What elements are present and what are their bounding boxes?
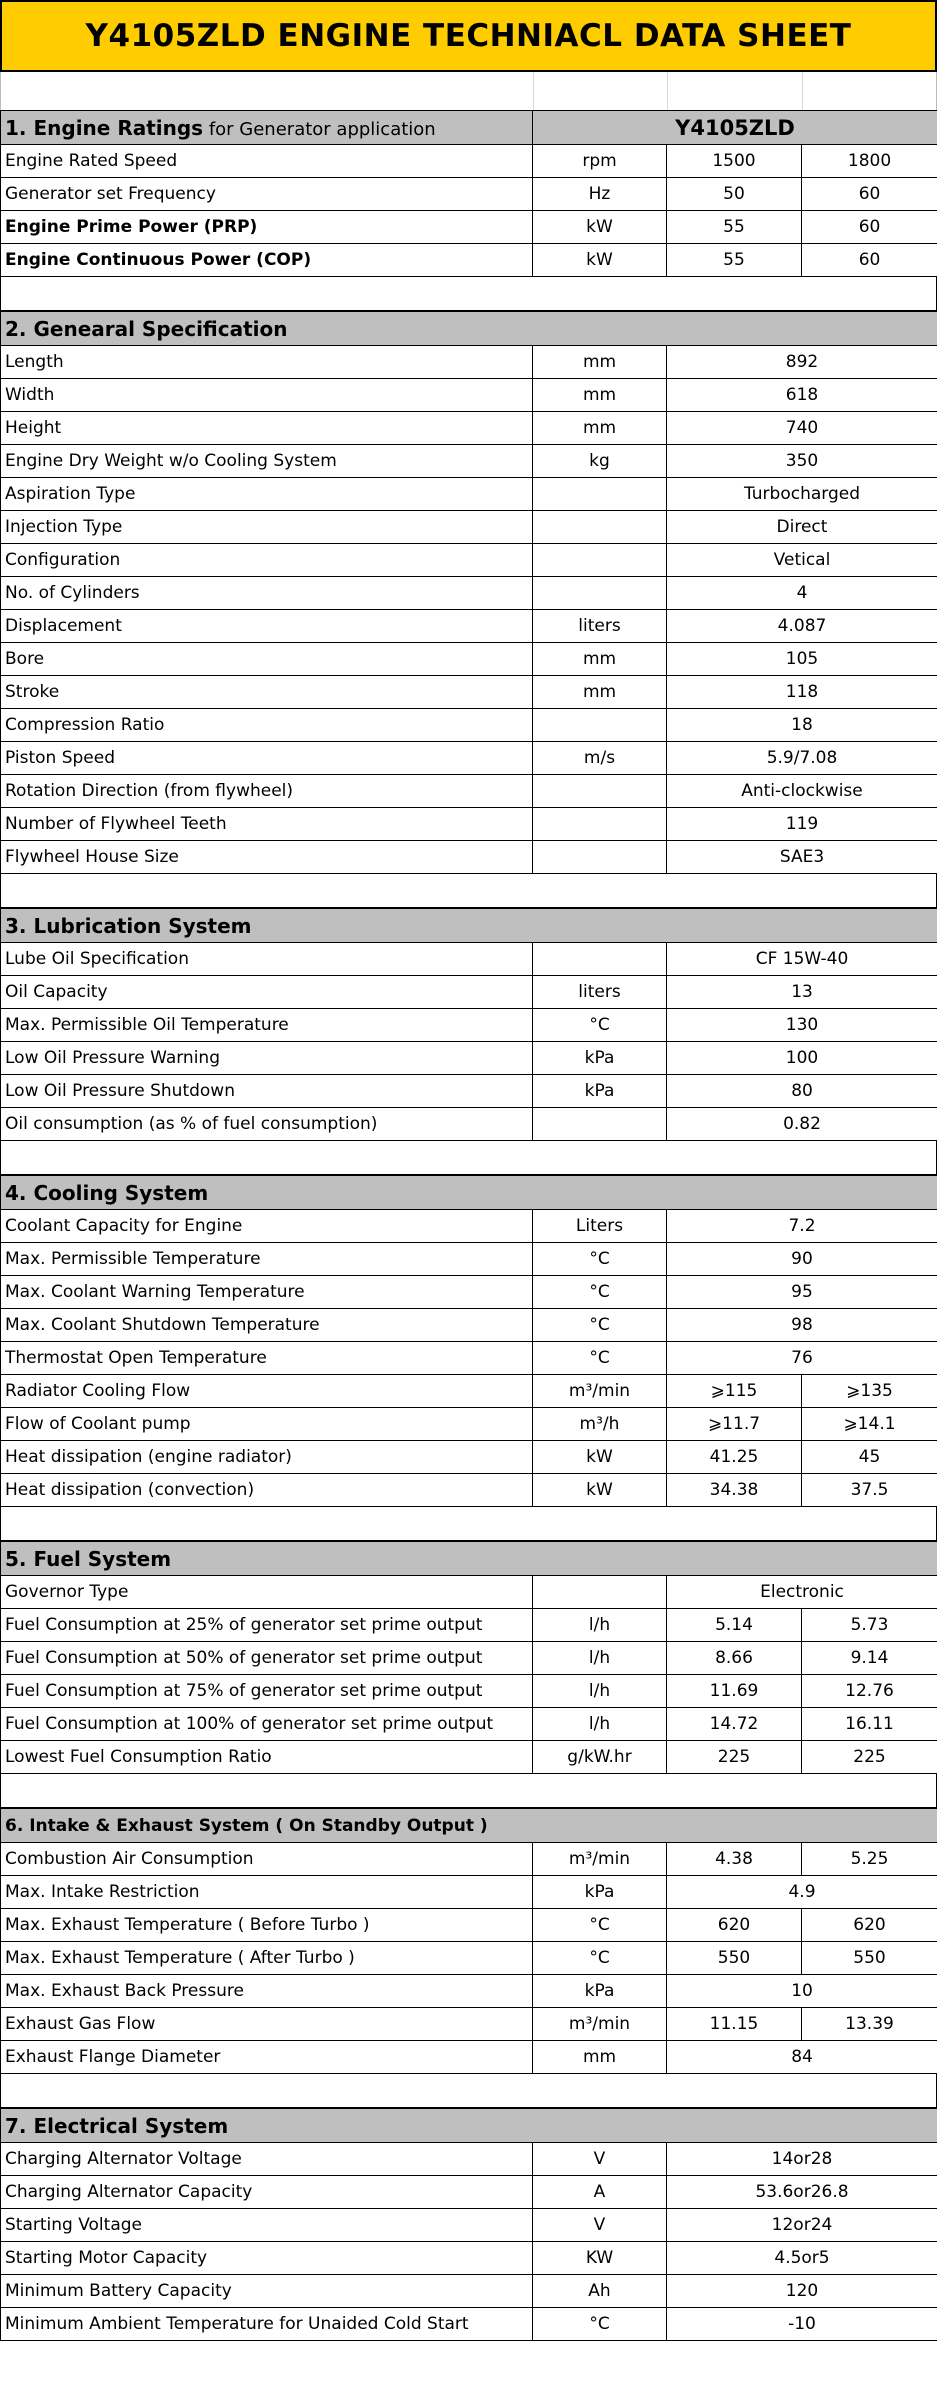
table-row: [1, 1942, 937, 1975]
table-row: [1, 808, 937, 841]
table-row: [1, 1375, 937, 1408]
section-spacer: [0, 1141, 937, 1175]
row-label: Width: [1, 379, 533, 412]
table-row: [1, 2176, 937, 2209]
row-value: 740: [667, 412, 937, 445]
section-heading: 5. Fuel System: [1, 1542, 937, 1576]
table-row: [1, 379, 937, 412]
row-value-50hz: 55: [667, 211, 802, 244]
section-heading: [1, 111, 533, 145]
table-row: [1, 2008, 937, 2041]
row-value-50hz: 550: [667, 1942, 802, 1975]
row-label: Heat dissipation (engine radiator): [1, 1441, 533, 1474]
row-label: Rotation Direction (from flywheel): [1, 775, 533, 808]
row-label: Height: [1, 412, 533, 445]
row-label: Engine Dry Weight w/o Cooling System: [1, 445, 533, 478]
row-unit: kg: [533, 445, 667, 478]
row-value: 105: [667, 643, 937, 676]
row-label: Stroke: [1, 676, 533, 709]
row-label: Configuration: [1, 544, 533, 577]
section-heading: 4. Cooling System: [1, 1176, 937, 1210]
table-row: [1, 841, 937, 874]
row-value: 4.5or5: [667, 2242, 937, 2275]
row-label: Minimum Battery Capacity: [1, 2275, 533, 2308]
section-spacer: [0, 1774, 937, 1808]
table-row: [1, 1009, 937, 1042]
row-unit: m³/min: [533, 1843, 667, 1876]
row-value-60hz: 60: [802, 211, 937, 244]
table-row: [1, 1642, 937, 1675]
table-row: [1, 577, 937, 610]
row-unit: °C: [533, 1276, 667, 1309]
row-label: Injection Type: [1, 511, 533, 544]
row-value: 13: [667, 976, 937, 1009]
table-row: [1, 2308, 937, 2341]
row-label: Bore: [1, 643, 533, 676]
section-table: [0, 2108, 937, 2341]
row-value: Direct: [667, 511, 937, 544]
row-value-50hz: 14.72: [667, 1708, 802, 1741]
section-spacer: [0, 874, 937, 908]
row-label: No. of Cylinders: [1, 577, 533, 610]
row-value-50hz: 4.38: [667, 1843, 802, 1876]
row-value-60hz: 225: [802, 1741, 937, 1774]
row-unit: l/h: [533, 1609, 667, 1642]
table-row: [1, 2143, 937, 2176]
row-value-50hz: 34.38: [667, 1474, 802, 1507]
row-value-50hz: 5.14: [667, 1609, 802, 1642]
row-value: 98: [667, 1309, 937, 1342]
table-row: [1, 742, 937, 775]
section-heading: 3. Lubrication System: [1, 909, 937, 943]
row-value-60hz: 550: [802, 1942, 937, 1975]
row-value: 18: [667, 709, 937, 742]
table-row: [1, 1042, 937, 1075]
row-unit: [533, 808, 667, 841]
row-value: 119: [667, 808, 937, 841]
table-row: [1, 976, 937, 1009]
row-value: 4.087: [667, 610, 937, 643]
table-row: [1, 346, 937, 379]
row-label: Oil consumption (as % of fuel consumption): [1, 1108, 533, 1141]
row-label: Radiator Cooling Flow: [1, 1375, 533, 1408]
table-row: [1, 2275, 937, 2308]
row-value: 130: [667, 1009, 937, 1042]
section-header: [1, 1176, 937, 1210]
table-row: [1, 1909, 937, 1942]
row-value: 12or24: [667, 2209, 937, 2242]
table-row: [1, 1675, 937, 1708]
section-heading: 2. Genearal Specification: [1, 312, 937, 346]
row-label: Max. Permissible Temperature: [1, 1243, 533, 1276]
row-value-60hz: ⩾135: [802, 1375, 937, 1408]
row-label: Governor Type: [1, 1576, 533, 1609]
row-label: Flow of Coolant pump: [1, 1408, 533, 1441]
row-unit: [533, 1576, 667, 1609]
row-unit: °C: [533, 1942, 667, 1975]
row-unit: °C: [533, 1342, 667, 1375]
table-row: [1, 1876, 937, 1909]
row-unit: m³/h: [533, 1408, 667, 1441]
row-unit: Hz: [533, 178, 667, 211]
row-label: Starting Motor Capacity: [1, 2242, 533, 2275]
section-spacer: [0, 2074, 937, 2108]
row-unit: Liters: [533, 1210, 667, 1243]
row-value: 10: [667, 1975, 937, 2008]
row-unit: °C: [533, 2308, 667, 2341]
section-spacer: [0, 1507, 937, 1541]
table-row: [1, 1843, 937, 1876]
table-row: [1, 1342, 937, 1375]
row-unit: liters: [533, 610, 667, 643]
row-label: Length: [1, 346, 533, 379]
row-unit: [533, 709, 667, 742]
row-unit: kW: [533, 244, 667, 277]
spacer: [0, 72, 937, 110]
row-value: 95: [667, 1276, 937, 1309]
row-value-50hz: 11.69: [667, 1675, 802, 1708]
section-heading: 6. Intake & Exhaust System ( On Standby Output ): [1, 1809, 937, 1843]
row-unit: V: [533, 2143, 667, 2176]
row-value: 120: [667, 2275, 937, 2308]
section-header: [1, 1542, 937, 1576]
row-value-60hz: 60: [802, 244, 937, 277]
section-table: [0, 311, 937, 874]
table-row: [1, 1576, 937, 1609]
row-unit: mm: [533, 2041, 667, 2074]
row-unit: °C: [533, 1243, 667, 1276]
row-unit: kPa: [533, 1876, 667, 1909]
table-row: [1, 178, 937, 211]
row-value: 14or28: [667, 2143, 937, 2176]
row-value-60hz: 16.11: [802, 1708, 937, 1741]
table-row: [1, 1609, 937, 1642]
table-row: [1, 775, 937, 808]
row-value-60hz: 5.73: [802, 1609, 937, 1642]
table-row: [1, 1441, 937, 1474]
table-row: [1, 478, 937, 511]
table-row: [1, 1741, 937, 1774]
row-label: Piston Speed: [1, 742, 533, 775]
sheet-title: Y4105ZLD ENGINE TECHNIACL DATA SHEET: [0, 0, 937, 72]
row-value-60hz: 5.25: [802, 1843, 937, 1876]
row-unit: m/s: [533, 742, 667, 775]
row-label: Low Oil Pressure Warning: [1, 1042, 533, 1075]
row-label: Max. Exhaust Back Pressure: [1, 1975, 533, 2008]
row-label: Starting Voltage: [1, 2209, 533, 2242]
row-unit: [533, 841, 667, 874]
section-table: [0, 1175, 937, 1507]
row-unit: °C: [533, 1009, 667, 1042]
row-unit: kW: [533, 211, 667, 244]
row-label: Combustion Air Consumption: [1, 1843, 533, 1876]
row-value: 84: [667, 2041, 937, 2074]
row-value-50hz: 11.15: [667, 2008, 802, 2041]
row-unit: [533, 544, 667, 577]
row-unit: [533, 511, 667, 544]
table-row: [1, 943, 937, 976]
row-label: Exhaust Flange Diameter: [1, 2041, 533, 2074]
row-label: Max. Exhaust Temperature ( After Turbo ): [1, 1942, 533, 1975]
row-value: 100: [667, 1042, 937, 1075]
row-unit: liters: [533, 976, 667, 1009]
row-unit: kPa: [533, 1975, 667, 2008]
row-label: Low Oil Pressure Shutdown: [1, 1075, 533, 1108]
row-unit: Ah: [533, 2275, 667, 2308]
row-unit: mm: [533, 643, 667, 676]
row-value: Vetical: [667, 544, 937, 577]
table-row: [1, 2041, 937, 2074]
row-unit: kPa: [533, 1042, 667, 1075]
row-label: Aspiration Type: [1, 478, 533, 511]
table-row: [1, 145, 937, 178]
row-label: Charging Alternator Capacity: [1, 2176, 533, 2209]
row-unit: °C: [533, 1909, 667, 1942]
row-label: Exhaust Gas Flow: [1, 2008, 533, 2041]
row-value-50hz: 1500: [667, 145, 802, 178]
row-value-60hz: ⩾14.1: [802, 1408, 937, 1441]
row-value: Turbocharged: [667, 478, 937, 511]
row-value: SAE3: [667, 841, 937, 874]
row-value: 892: [667, 346, 937, 379]
row-value: Anti-clockwise: [667, 775, 937, 808]
table-row: [1, 1075, 937, 1108]
row-value-60hz: 1800: [802, 145, 937, 178]
section-table: [0, 1808, 937, 2074]
table-row: [1, 643, 937, 676]
sections: [0, 110, 937, 2341]
row-value-50hz: 55: [667, 244, 802, 277]
table-row: [1, 1276, 937, 1309]
table-row: [1, 2209, 937, 2242]
row-unit: mm: [533, 676, 667, 709]
row-label: Max. Permissible Oil Temperature: [1, 1009, 533, 1042]
table-row: [1, 412, 937, 445]
row-value-50hz: ⩾115: [667, 1375, 802, 1408]
row-unit: l/h: [533, 1708, 667, 1741]
row-value-60hz: 45: [802, 1441, 937, 1474]
row-label: Fuel Consumption at 25% of generator set prime output: [1, 1609, 533, 1642]
row-value-50hz: 225: [667, 1741, 802, 1774]
row-value: 350: [667, 445, 937, 478]
table-row: [1, 1474, 937, 1507]
row-value: 5.9/7.08: [667, 742, 937, 775]
row-value: CF 15W-40: [667, 943, 937, 976]
row-value-50hz: 620: [667, 1909, 802, 1942]
row-value: 4.9: [667, 1876, 937, 1909]
row-value: -10: [667, 2308, 937, 2341]
table-row: [1, 1708, 937, 1741]
section-table: [0, 908, 937, 1141]
row-label: Fuel Consumption at 50% of generator set prime output: [1, 1642, 533, 1675]
section-heading: 7. Electrical System: [1, 2109, 937, 2143]
row-label: Number of Flywheel Teeth: [1, 808, 533, 841]
row-label: Thermostat Open Temperature: [1, 1342, 533, 1375]
row-unit: kPa: [533, 1075, 667, 1108]
row-value: 80: [667, 1075, 937, 1108]
row-label: Engine Continuous Power (COP): [1, 244, 533, 277]
table-row: [1, 544, 937, 577]
section-header: [1, 111, 937, 145]
row-value: 4: [667, 577, 937, 610]
section-header: [1, 909, 937, 943]
row-value: 76: [667, 1342, 937, 1375]
table-row: [1, 709, 937, 742]
table-row: [1, 1408, 937, 1441]
row-unit: [533, 577, 667, 610]
row-value-60hz: 620: [802, 1909, 937, 1942]
row-label: Oil Capacity: [1, 976, 533, 1009]
table-row: [1, 511, 937, 544]
section-heading-sub: for Generator application: [203, 118, 436, 140]
row-label: Compression Ratio: [1, 709, 533, 742]
table-row: [1, 1309, 937, 1342]
row-label: Flywheel House Size: [1, 841, 533, 874]
row-value-50hz: 50: [667, 178, 802, 211]
row-unit: V: [533, 2209, 667, 2242]
section-table: [0, 110, 937, 277]
row-value: 53.6or26.8: [667, 2176, 937, 2209]
row-value-60hz: 13.39: [802, 2008, 937, 2041]
row-unit: mm: [533, 379, 667, 412]
row-label: Heat dissipation (convection): [1, 1474, 533, 1507]
row-value-60hz: 12.76: [802, 1675, 937, 1708]
row-unit: g/kW.hr: [533, 1741, 667, 1774]
table-row: [1, 1975, 937, 2008]
row-unit: m³/min: [533, 1375, 667, 1408]
row-unit: kW: [533, 1474, 667, 1507]
row-label: Displacement: [1, 610, 533, 643]
row-label: Max. Coolant Warning Temperature: [1, 1276, 533, 1309]
row-label: Charging Alternator Voltage: [1, 2143, 533, 2176]
row-value-50hz: 8.66: [667, 1642, 802, 1675]
table-row: [1, 1210, 937, 1243]
section-header: [1, 2109, 937, 2143]
row-value-50hz: 41.25: [667, 1441, 802, 1474]
row-label: Coolant Capacity for Engine: [1, 1210, 533, 1243]
row-label: Engine Prime Power (PRP): [1, 211, 533, 244]
section-spacer: [0, 277, 937, 311]
row-unit: l/h: [533, 1642, 667, 1675]
row-unit: m³/min: [533, 2008, 667, 2041]
row-value-60hz: 60: [802, 178, 937, 211]
row-label: Lube Oil Specification: [1, 943, 533, 976]
table-row: [1, 244, 937, 277]
row-unit: [533, 775, 667, 808]
row-label: Engine Rated Speed: [1, 145, 533, 178]
table-row: [1, 1243, 937, 1276]
model-name: Y4105ZLD: [533, 111, 937, 145]
row-unit: [533, 1108, 667, 1141]
row-label: Max. Exhaust Temperature ( Before Turbo ): [1, 1909, 533, 1942]
row-label: Fuel Consumption at 75% of generator set prime output: [1, 1675, 533, 1708]
row-unit: KW: [533, 2242, 667, 2275]
row-value-50hz: ⩾11.7: [667, 1408, 802, 1441]
row-unit: A: [533, 2176, 667, 2209]
row-label: Lowest Fuel Consumption Ratio: [1, 1741, 533, 1774]
row-label: Fuel Consumption at 100% of generator set prime output: [1, 1708, 533, 1741]
table-row: [1, 1108, 937, 1141]
row-value: Electronic: [667, 1576, 937, 1609]
row-value: 118: [667, 676, 937, 709]
row-label: Max. Intake Restriction: [1, 1876, 533, 1909]
row-unit: [533, 478, 667, 511]
row-value: 7.2: [667, 1210, 937, 1243]
row-value-60hz: 9.14: [802, 1642, 937, 1675]
table-row: [1, 445, 937, 478]
row-unit: rpm: [533, 145, 667, 178]
section-header: [1, 1809, 937, 1843]
row-value: 618: [667, 379, 937, 412]
section-header: [1, 312, 937, 346]
row-unit: [533, 943, 667, 976]
row-value: 90: [667, 1243, 937, 1276]
row-value-60hz: 37.5: [802, 1474, 937, 1507]
row-label: Generator set Frequency: [1, 178, 533, 211]
row-label: Max. Coolant Shutdown Temperature: [1, 1309, 533, 1342]
table-row: [1, 211, 937, 244]
row-label: Minimum Ambient Temperature for Unaided Cold Start: [1, 2308, 533, 2341]
row-value: 0.82: [667, 1108, 937, 1141]
row-unit: mm: [533, 346, 667, 379]
row-unit: kW: [533, 1441, 667, 1474]
section-table: [0, 1541, 937, 1774]
row-unit: °C: [533, 1309, 667, 1342]
table-row: [1, 676, 937, 709]
row-unit: l/h: [533, 1675, 667, 1708]
table-row: [1, 2242, 937, 2275]
section-heading-text: 1. Engine Ratings: [5, 115, 204, 140]
table-row: [1, 610, 937, 643]
row-unit: mm: [533, 412, 667, 445]
